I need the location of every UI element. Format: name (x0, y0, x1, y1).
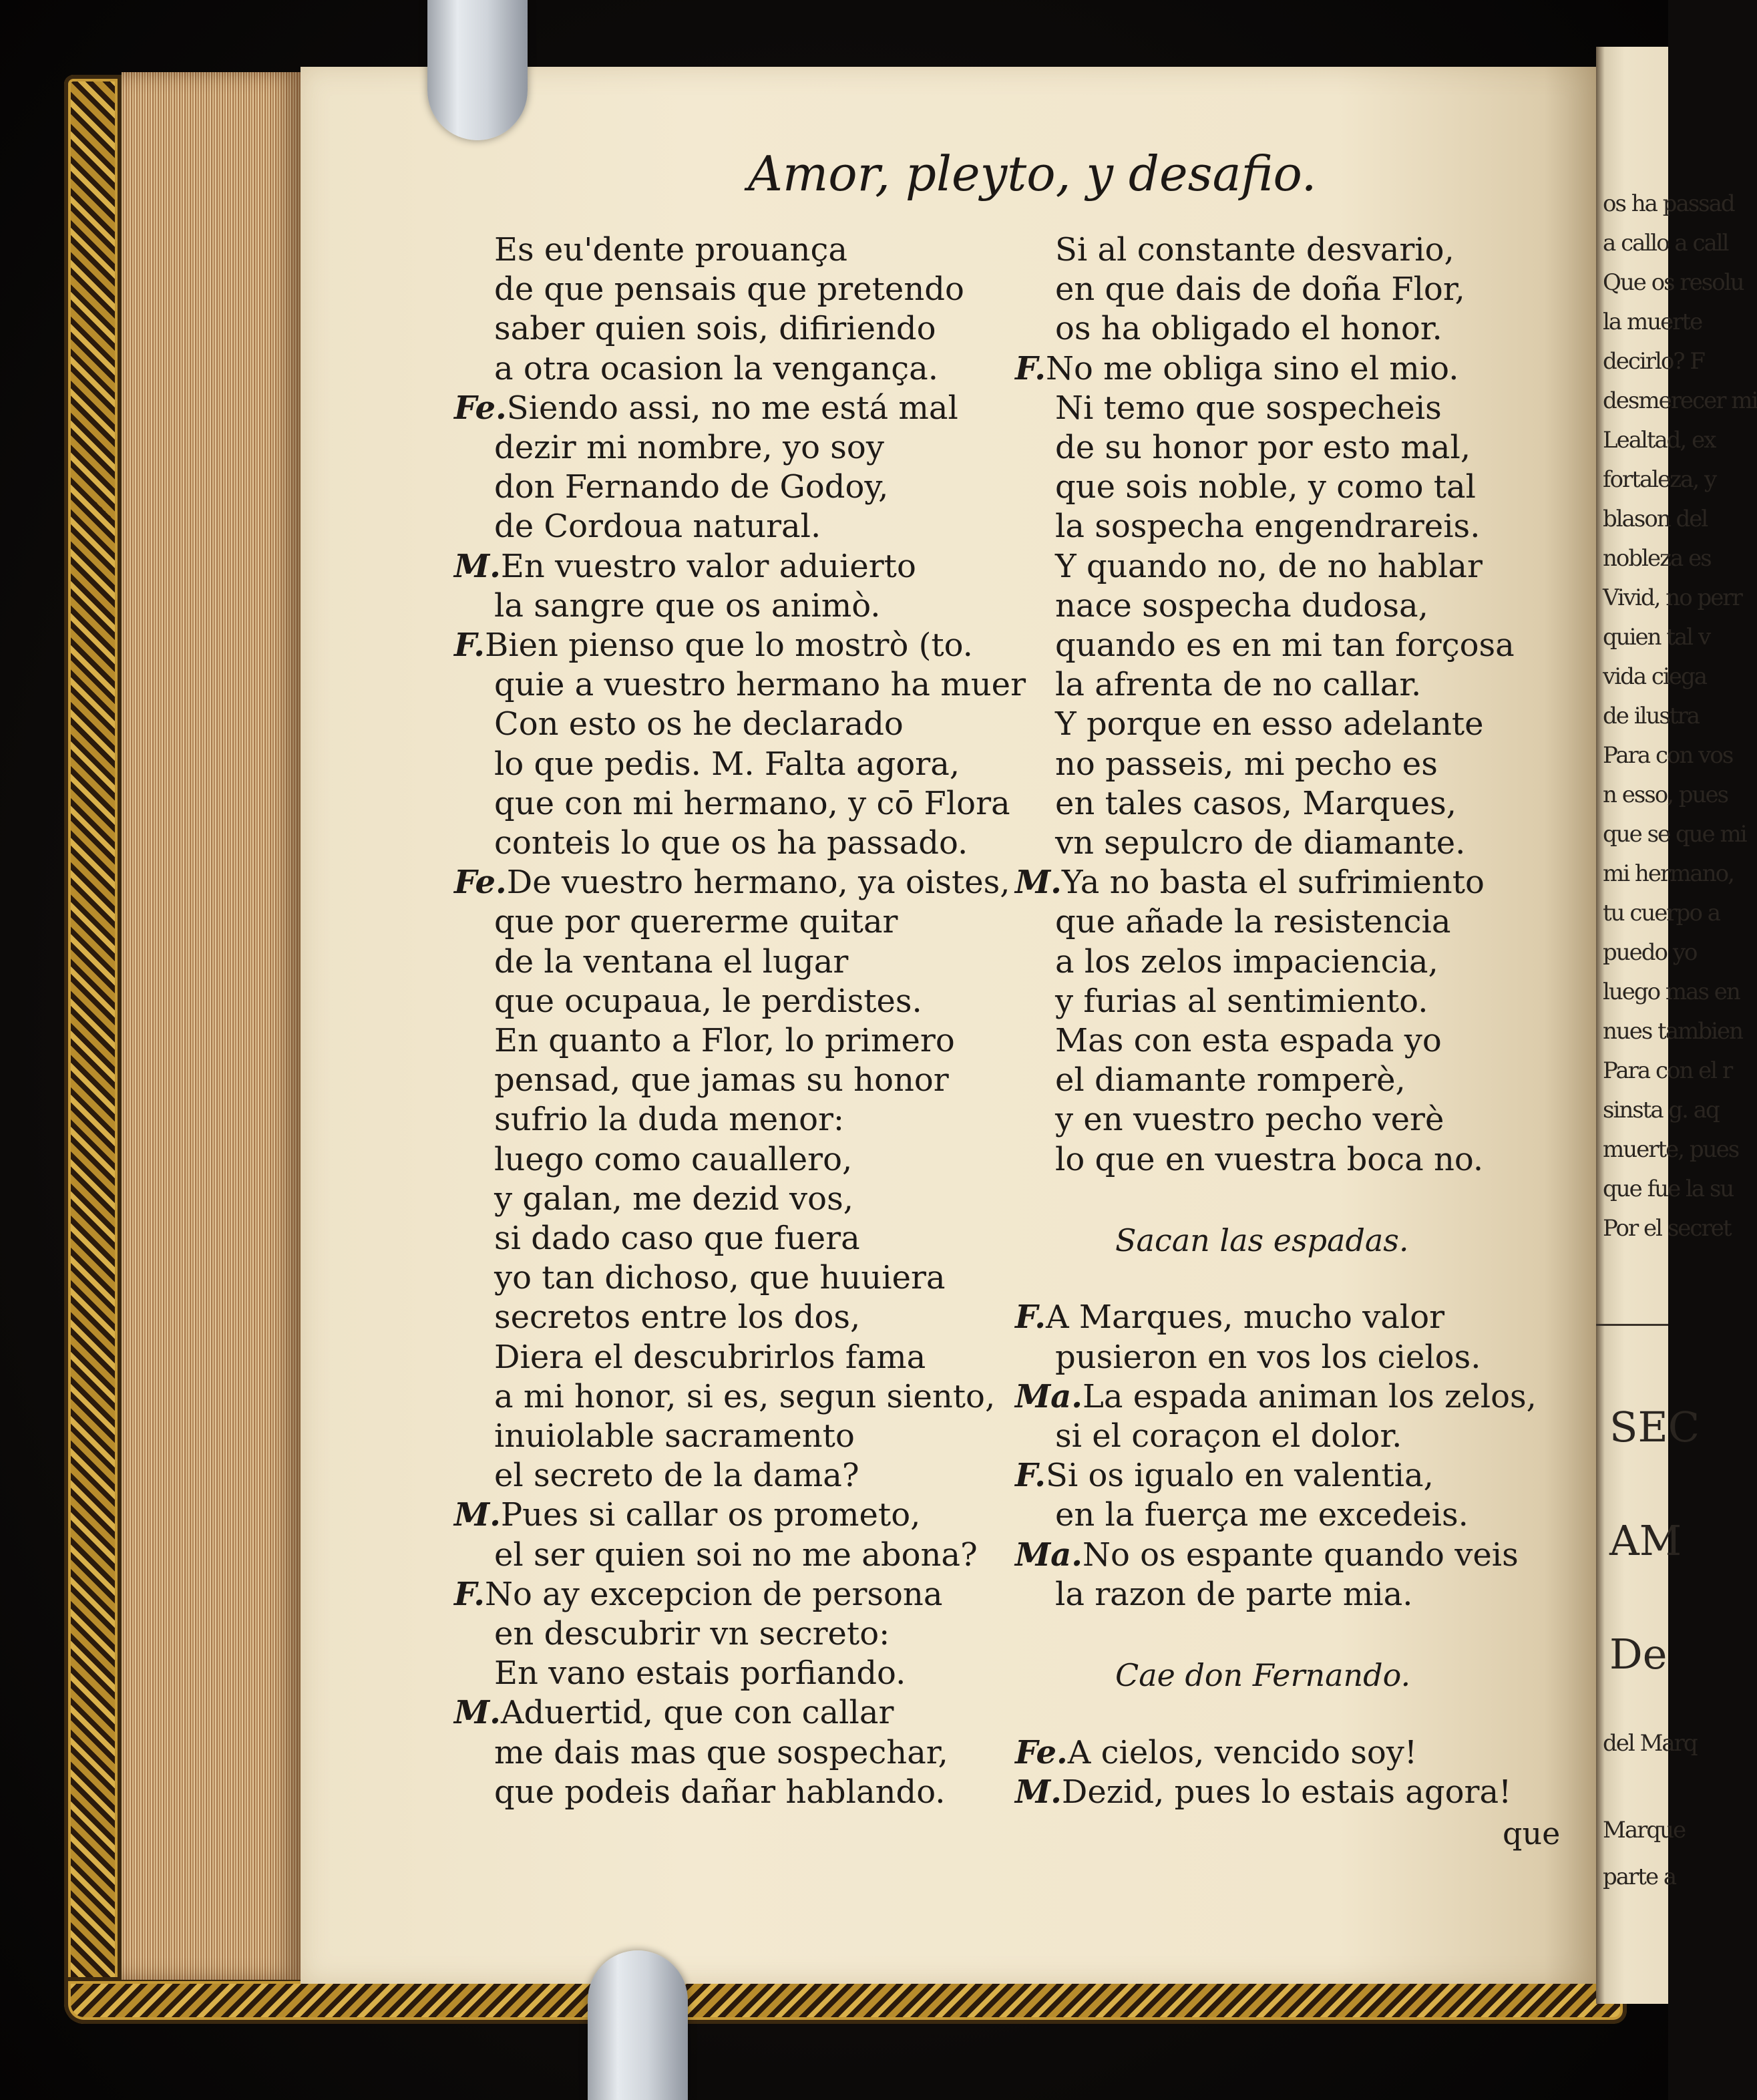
speaker-label: F. (1015, 1298, 1046, 1337)
verse-line (1055, 824, 1466, 862)
verse-text: En quanto a Flor, lo primero (494, 1022, 955, 1059)
verse-line (1055, 705, 1484, 743)
verse-text: de su honor por esto mal, (1055, 429, 1471, 466)
verse-text: si el coraçon el dolor. (1055, 1417, 1402, 1455)
verse-line (494, 586, 881, 625)
verse-text: Si os igualo en valentia, (1045, 1457, 1434, 1495)
facing-page-line: Marque (1603, 1817, 1686, 1844)
verse-line (494, 942, 849, 981)
verse-line (1055, 1101, 1444, 1139)
verse-text: me dais mas que sospechar, (494, 1733, 948, 1771)
verse-line (494, 1022, 955, 1059)
running-head: Amor, pleyto, y desafio. (748, 146, 1317, 202)
facing-page-rule (1596, 1324, 1668, 1326)
gilt-book-edge-left (64, 75, 122, 2012)
verse-line (494, 1298, 861, 1337)
verse-text: a los zelos impaciencia, (1055, 942, 1438, 981)
verse-text: en descubrir vn secreto: (494, 1615, 890, 1652)
verse-text: Es eu'dente prouança (494, 231, 847, 269)
verse-text: el ser quien soi no me abona? (494, 1536, 978, 1574)
facing-page-line: decirlo? F (1603, 348, 1705, 375)
verse-line (494, 982, 922, 1020)
verse-line (454, 1694, 894, 1732)
verse-line (1055, 271, 1465, 309)
facing-page-line: blason del (1603, 506, 1708, 532)
verse-line (494, 705, 904, 743)
page-block-fore-edge (122, 72, 302, 1980)
verse-text: inuiolable sacramento (494, 1417, 855, 1455)
facing-page-line: muerte, pues (1603, 1136, 1739, 1163)
verse-text: lo que pedis. M. Falta agora, (494, 745, 960, 783)
verse-line (454, 1496, 921, 1534)
verse-text: Y quando no, de no hablar (1055, 547, 1483, 585)
verse-text: secretos entre los dos, (494, 1298, 861, 1337)
facing-page-line: puedo yo (1603, 939, 1697, 966)
verse-text: De vuestro hermano, ya oistes, (506, 864, 1010, 902)
facing-page-line: vida ciega (1603, 663, 1706, 690)
verse-line (1015, 349, 1459, 387)
verse-text: a otra ocasion la vengança. (494, 349, 939, 387)
verse-line (454, 389, 958, 427)
verse-line (494, 231, 847, 269)
verse-line (494, 271, 964, 309)
verse-line (494, 1101, 845, 1139)
facing-page-line: Vivid, no perr (1603, 584, 1742, 611)
verse-line (1055, 1022, 1442, 1059)
speaker-label: M. (1015, 1773, 1062, 1811)
verse-line (494, 1536, 978, 1574)
verse-line (494, 1377, 996, 1415)
verse-line (494, 1733, 948, 1771)
verse-text: conteis lo que os ha passado. (494, 824, 968, 862)
verse-line (1055, 1140, 1484, 1178)
verse-line (454, 864, 1010, 902)
facing-page-line: sinsta g. aq (1603, 1097, 1719, 1123)
verse-text: luego como cauallero, (494, 1140, 853, 1178)
verse-line (1015, 1773, 1512, 1811)
verse-line (1055, 627, 1515, 664)
verse-text: que con mi hermano, y cō Flora (494, 784, 1010, 822)
verse-line (494, 1457, 859, 1495)
facing-page-line: que fue la su (1603, 1176, 1734, 1202)
facing-page-heading-word: SEC (1609, 1403, 1700, 1451)
verse-text: don Fernando de Godoy, (494, 468, 889, 506)
facing-page-line: nobleza es (1603, 545, 1711, 572)
verse-line (1055, 389, 1442, 427)
verse-line (494, 349, 939, 387)
speaker-label: M. (1015, 864, 1062, 902)
verse-line (494, 1061, 949, 1099)
verse-text: de que pensais que pretendo (494, 271, 964, 309)
verse-text: saber quien sois, difiriendo (494, 310, 936, 348)
stage-direction: Cae don Fernando. (1115, 1657, 1411, 1694)
verse-text: en que dais de doña Flor, (1055, 271, 1465, 309)
facing-page-line: tu cuerpo a (1603, 900, 1720, 926)
catchword: que (1503, 1815, 1561, 1852)
speaker-label: F. (454, 1575, 485, 1613)
verse-line (494, 745, 960, 783)
verse-line (1015, 1457, 1434, 1495)
speaker-label: M. (454, 1496, 501, 1534)
facing-page-line: os ha passad (1603, 190, 1734, 217)
verse-text: Diera el descubrirlos fama (494, 1338, 926, 1376)
facing-page-line: quien tal v (1603, 624, 1710, 651)
verse-text: si dado caso que fuera (494, 1220, 860, 1257)
verse-line (494, 666, 1026, 704)
verse-line (494, 508, 821, 546)
verse-line (494, 1140, 853, 1178)
speaker-label: M. (454, 547, 501, 585)
verse-text: vn sepulcro de diamante. (1055, 824, 1466, 862)
facing-page-line: Para con el r (1603, 1057, 1732, 1084)
verse-text: Ya no basta el sufrimiento (1061, 864, 1485, 902)
verse-line (1055, 1417, 1402, 1455)
verse-text: en la fuerça me excedeis. (1055, 1496, 1469, 1534)
verse-line (1055, 942, 1438, 981)
verse-line (1055, 431, 1471, 464)
verse-text: que ocupaua, le perdistes. (494, 982, 922, 1020)
verse-line (1055, 508, 1481, 546)
verse-text: os ha obligado el honor. (1055, 310, 1442, 348)
verse-line (1015, 1377, 1537, 1415)
verse-text: A Marques, mucho valor (1045, 1298, 1445, 1337)
verse-text: En vano estais porfiando. (494, 1654, 906, 1693)
verse-text: En vuestro valor aduierto (500, 547, 916, 585)
facing-page-line: la muerte (1603, 309, 1702, 335)
verse-line (494, 1338, 926, 1376)
verse-line (454, 1575, 943, 1613)
verse-line (1055, 745, 1438, 783)
speaker-label: Ma. (1015, 1536, 1083, 1574)
verse-text: Ni temo que sospecheis (1055, 389, 1442, 427)
verse-line (494, 784, 1010, 822)
verse-text: Pues si callar os prometo, (500, 1496, 921, 1534)
verse-text: lo que en vuestra boca no. (1055, 1140, 1484, 1178)
stage-direction: Sacan las espadas. (1115, 1222, 1409, 1258)
facing-page-line: fortaleza, y (1603, 466, 1716, 493)
speaker-label: F. (1015, 1457, 1046, 1495)
verse-text: a mi honor, si es, segun siento, (494, 1377, 996, 1415)
verse-line (1055, 231, 1454, 269)
speaker-label: Ma. (1015, 1377, 1083, 1415)
gilt-book-edge-bottom (64, 1977, 1627, 2024)
verse-line (1055, 547, 1483, 585)
verse-line (1015, 864, 1485, 902)
facing-page-line: a callo a call (1603, 230, 1728, 256)
verse-text: de la ventana el lugar (494, 942, 849, 981)
page-clip-bottom (588, 1950, 688, 2100)
verse-line (1055, 903, 1451, 941)
facing-page-line: del Marq (1603, 1730, 1697, 1757)
verse-text: en tales casos, Marques, (1055, 784, 1456, 822)
verse-text: quie a vuestro hermano ha muer (494, 666, 1026, 704)
facing-page-line: Que os resolu (1603, 269, 1744, 296)
verse-line (494, 468, 889, 506)
verse-line (494, 431, 884, 464)
verse-text: No me obliga sino el mio. (1045, 349, 1459, 387)
verse-line (1015, 1536, 1519, 1574)
verse-line (1055, 982, 1428, 1020)
verse-line (494, 1259, 946, 1297)
facing-page-line: Lealtad, ex (1603, 427, 1716, 454)
verse-line (1055, 1575, 1413, 1613)
verse-text: que por quererme quitar (494, 903, 898, 941)
speaker-label: M. (454, 1694, 501, 1732)
verse-text: y furias al sentimiento. (1055, 982, 1428, 1020)
facing-page-line: nues tambien (1603, 1018, 1743, 1045)
facing-page-line: desmerecer mi (1603, 387, 1757, 414)
verse-line (1055, 586, 1428, 625)
verse-text: y galan, me dezid vos, (494, 1180, 853, 1218)
verse-text: que sois noble, y como tal (1055, 468, 1476, 506)
facing-page-heading-word: De (1609, 1630, 1668, 1679)
verse-text: la razon de parte mia. (1055, 1575, 1413, 1613)
verse-text: la afrenta de no callar. (1055, 666, 1422, 704)
verse-text: A cielos, vencido soy! (1067, 1733, 1418, 1771)
speaker-label: Fe. (454, 389, 507, 427)
speaker-label: Fe. (1015, 1733, 1068, 1771)
verse-text: el secreto de la dama? (494, 1457, 859, 1495)
verse-text: de Cordoua natural. (494, 508, 821, 546)
verse-line (1055, 1496, 1469, 1534)
verse-text: Mas con esta espada yo (1055, 1022, 1442, 1059)
verse-text: nace sospecha dudosa, (1055, 586, 1428, 625)
speaker-label: F. (1015, 349, 1046, 387)
verse-line (494, 1417, 855, 1455)
verse-line (1055, 310, 1442, 348)
verse-text: que podeis dañar hablando. (494, 1773, 946, 1811)
facing-page-line: luego mas en (1603, 979, 1740, 1005)
facing-page-line: mi hermano, (1603, 860, 1734, 887)
verse-text: que añade la resistencia (1055, 903, 1451, 941)
verse-line (454, 627, 973, 664)
verse-line (494, 1220, 860, 1257)
verse-text: pusieron en vos los cielos. (1055, 1338, 1481, 1376)
verse-line (1015, 1298, 1445, 1337)
verse-text: Bien pienso que lo mostrò (to. (484, 627, 973, 664)
verse-text: Dezid, pues lo estais agora! (1061, 1773, 1512, 1811)
verse-line (494, 903, 898, 941)
verse-text: Si al constante desvario, (1055, 231, 1454, 269)
facing-page-line: parte a (1603, 1864, 1676, 1890)
verse-line (1055, 1338, 1481, 1376)
verse-text: no passeis, mi pecho es (1055, 745, 1438, 783)
speaker-label: Fe. (454, 864, 507, 902)
verse-text: Aduertid, que con callar (500, 1694, 894, 1732)
verse-text: Y porque en esso adelante (1055, 705, 1484, 743)
verse-text: el diamante romperè, (1055, 1061, 1406, 1099)
verse-text: y en vuestro pecho verè (1055, 1101, 1444, 1139)
speaker-label: F. (454, 627, 485, 664)
verse-line (1055, 468, 1476, 506)
verse-line (1055, 1061, 1406, 1099)
verse-text: quando es en mi tan forçosa (1055, 627, 1515, 664)
verse-text: yo tan dichoso, que huuiera (494, 1259, 946, 1297)
verse-text: La espada animan los zelos, (1082, 1377, 1537, 1415)
verse-text: dezir mi nombre, yo soy (494, 429, 884, 466)
facing-page-line: Por el secret (1603, 1215, 1731, 1242)
verse-line (1055, 784, 1456, 822)
facing-page-line: de ilustra (1603, 703, 1699, 729)
verse-line (494, 1615, 890, 1652)
verse-text: la sospecha engendrareis. (1055, 508, 1481, 546)
facing-page-line: Para con vos (1603, 742, 1733, 769)
verse-text: No os espante quando veis (1082, 1536, 1519, 1574)
verse-text: Siendo assi, no me está mal (506, 389, 958, 427)
verse-line (1015, 1733, 1418, 1771)
verse-text: sufrio la duda menor: (494, 1101, 845, 1139)
facing-page-line: que se que mi (1603, 821, 1746, 848)
verse-line (454, 547, 916, 585)
page-clip-top (427, 0, 528, 140)
verse-line (494, 1180, 853, 1218)
facing-page (1596, 47, 1757, 2004)
verse-text: pensad, que jamas su honor (494, 1061, 949, 1099)
verse-line (494, 310, 936, 348)
verse-text: Con esto os he declarado (494, 705, 904, 743)
verse-line (494, 1773, 946, 1811)
verse-line (1055, 666, 1422, 704)
facing-page-heading-word: AM (1609, 1516, 1682, 1565)
verse-line (494, 824, 968, 862)
verse-text: No ay excepcion de persona (484, 1575, 943, 1613)
verse-text: la sangre que os animò. (494, 586, 881, 625)
verse-line (494, 1654, 906, 1693)
facing-page-line: n esso, pues (1603, 781, 1728, 808)
